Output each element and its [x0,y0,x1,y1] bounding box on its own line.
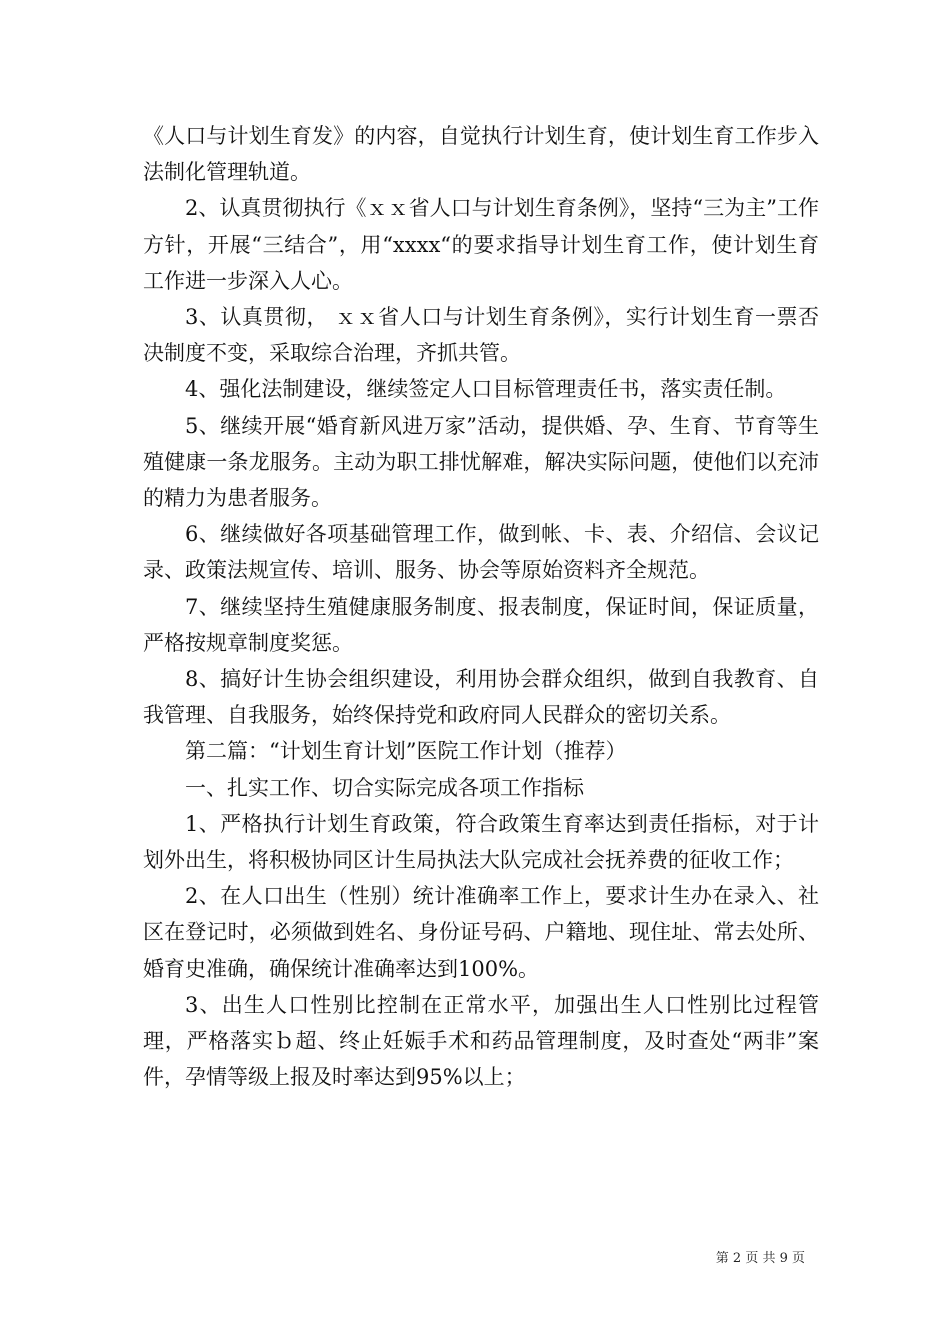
document-body [143,118,819,1095]
paragraph-item-8: 8、搞好计生协会组织建设，利用协会群众组织，做到自我教育、自我管理、自我服务，始终保持党和政府同人民群众的密切关系。 [143,667,819,728]
paragraph-item-4: 4、强化法制建设，继续签定人口目标管理责任书，落实责任制。 [185,377,787,402]
subsection-heading: 一、扎实工作、切合实际完成各项工作指标 [185,775,584,800]
section-heading: 第二篇：“计划生育计划”医院工作计划（推荐） [185,739,627,764]
page-number-footer: 第 2 页 共 9 页 [715,1251,805,1266]
paragraph-item-3: 3、认真贯彻， ｘｘ省人口与计划生育条例》，实行计划生育一票否决制度不变，采取综合治理，齐抓共管。 [143,305,819,366]
paragraph-sub-item-1: 1、严格执行计划生育政策，符合政策生育率达到责任指标，对于计划外出生，将积极协同区计生局执法大队完成社会抚养费的征收工作； [143,811,819,873]
paragraph-item-5: 5、继续开展“婚育新风进万家”活动，提供婚、孕、生育、节育等生殖健康一条龙服务。主动为职工排忧解难，解决实际问题，使他们以充沛的精力为患者服务。 [143,413,819,511]
paragraph-item-7: 7、继续坚持生殖健康服务制度、报表制度，保证时间，保证质量，严格按规章制度奖惩。 [143,594,819,655]
paragraph-continuation: 《人口与计划生育发》的内容，自觉执行计划生育，使计划生育工作步入法制化管理轨道。 [143,124,819,185]
paragraph-sub-item-3: 3、出生人口性别比控制在正常水平，加强出生人口性别比过程管理，严格落实ｂ超、终止妊娠手术和药品管理制度，及时查处“两非”案件，孕情等级上报及时率达到95%以上； [143,992,819,1090]
paragraph-item-2: 2、认真贯彻执行《ｘｘ省人口与计划生育条例》，坚持“三为主”工作方针，开展“三结合”，用“xxxx“的要求指导计划生育工作，使计划生育工作进一步深入人心。 [143,196,819,293]
paragraph-sub-item-2: 2、在人口出生（性别）统计准确率工作上，要求计生办在录入、社区在登记时，必须做到姓名、身份证号码、户籍地、现住址、常去处所、婚育史准确，确保统计准确率达到100%。 [143,884,819,981]
paragraph-item-6: 6、继续做好各项基础管理工作，做到帐、卡、表、介绍信、会议记录、政策法规宣传、培训、服务、协会等原始资料齐全规范。 [143,522,819,583]
